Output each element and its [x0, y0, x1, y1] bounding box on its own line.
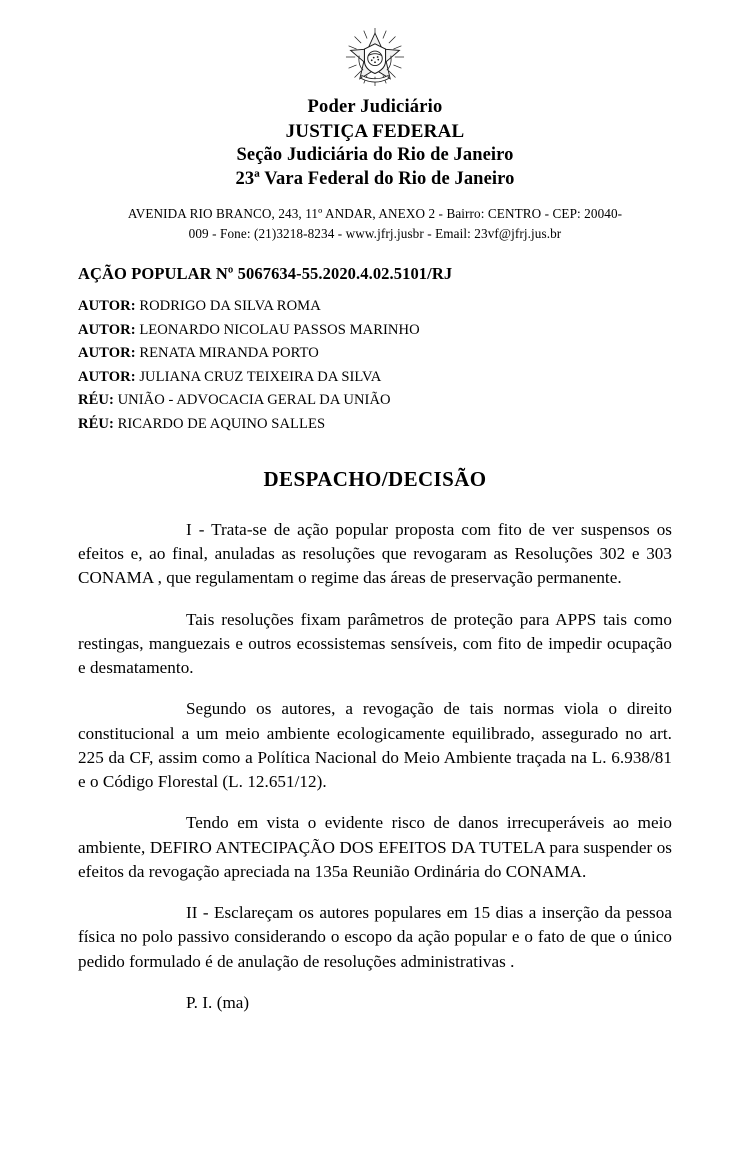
brazil-coat-of-arms-icon: [342, 24, 408, 90]
party-row: [78, 342, 672, 366]
paragraph-5: II - Esclareçam os autores populares em 15 dias a inserção da pessoa física no polo passivo considerando o escopo da ação popular e o fato de que o único pedido formulado é de anulação de resoluções administrativas .: [78, 903, 672, 971]
paragraph-3: Segundo os autores, a revogação de tais normas viola o direito constitucional a um meio ambiente ecologicamente equilibrado, assegurado no art. 225 da CF, assim como a Política Nacional do Meio Ambiente traçada na L. 6.938/81 e o Código Florestal (L. 12.651/12).: [78, 699, 672, 792]
party-row: [78, 319, 672, 343]
parties-list: [78, 295, 672, 437]
party-role: AUTOR:: [78, 368, 136, 385]
party-role: AUTOR:: [78, 345, 136, 362]
party-name: UNIÃO - ADVOCACIA GERAL DA UNIÃO: [117, 392, 391, 409]
decision-title: DESPACHO/DECISÃO: [263, 466, 487, 491]
court-header-line-2: JUSTIÇA FEDERAL: [285, 120, 465, 142]
party-role: RÉU:: [78, 392, 114, 409]
party-name: RENATA MIRANDA PORTO: [139, 345, 319, 362]
party-row: [78, 366, 672, 390]
closing-line: P. I. (ma): [186, 993, 250, 1013]
party-role: RÉU:: [78, 416, 114, 433]
court-header-line-1: Poder Judiciário: [307, 97, 443, 117]
party-row: [78, 413, 672, 437]
party-name: RODRIGO DA SILVA ROMA: [139, 297, 321, 314]
party-row: [78, 295, 672, 319]
court-address: [78, 204, 672, 244]
court-address-line-1: AVENIDA RIO BRANCO, 243, 11º ANDAR, ANEXO 2 - Bairro: CENTRO - CEP: 20040-: [127, 206, 623, 222]
paragraph-4: Tendo em vista o evidente risco de danos irrecuperáveis ao meio ambiente, DEFIRO ANTECIPAÇÃO DOS EFEITOS DA TUTELA para suspender os efeitos da revogação apreciada na 135a Reunião Ordinária do CONAMA.: [78, 813, 672, 881]
court-header-line-4: 23ª Vara Federal do Rio de Janeiro: [235, 168, 515, 189]
court-header: [78, 96, 672, 191]
party-name: LEONARDO NICOLAU PASSOS MARINHO: [139, 321, 420, 338]
paragraph-2: Tais resoluções fixam parâmetros de proteção para APPS tais como restingas, manguezais e outros ecossistemas sensíveis, com fito de impedir ocupação e desmatamento.: [78, 609, 672, 678]
party-row: [78, 389, 672, 413]
party-role: AUTOR:: [78, 297, 136, 314]
paragraph-1: I - Trata-se de ação popular proposta com fito de ver suspensos os efeitos e, ao final, anuladas as resoluções que revogaram as Resoluções 302 e 303 CONAMA , que regulamentam o regime das áreas de preservação permanente.: [78, 519, 672, 588]
party-role: AUTOR:: [78, 321, 136, 338]
party-name: JULIANA CRUZ TEIXEIRA DA SILVA: [139, 368, 382, 385]
court-header-line-3: Seção Judiciária do Rio de Janeiro: [236, 144, 514, 165]
party-name: RICARDO DE AQUINO SALLES: [117, 416, 326, 433]
coat-of-arms-container: [78, 24, 672, 90]
decision-body: [78, 518, 672, 1016]
court-address-line-2: 009 - Fone: (21)3218-8234 - www.jfrj.jusbr - Email: 23vf@jfrj.jus.br: [188, 226, 562, 242]
case-number: AÇÃO POPULAR Nº 5067634-55.2020.4.02.5101/RJ: [78, 263, 453, 283]
